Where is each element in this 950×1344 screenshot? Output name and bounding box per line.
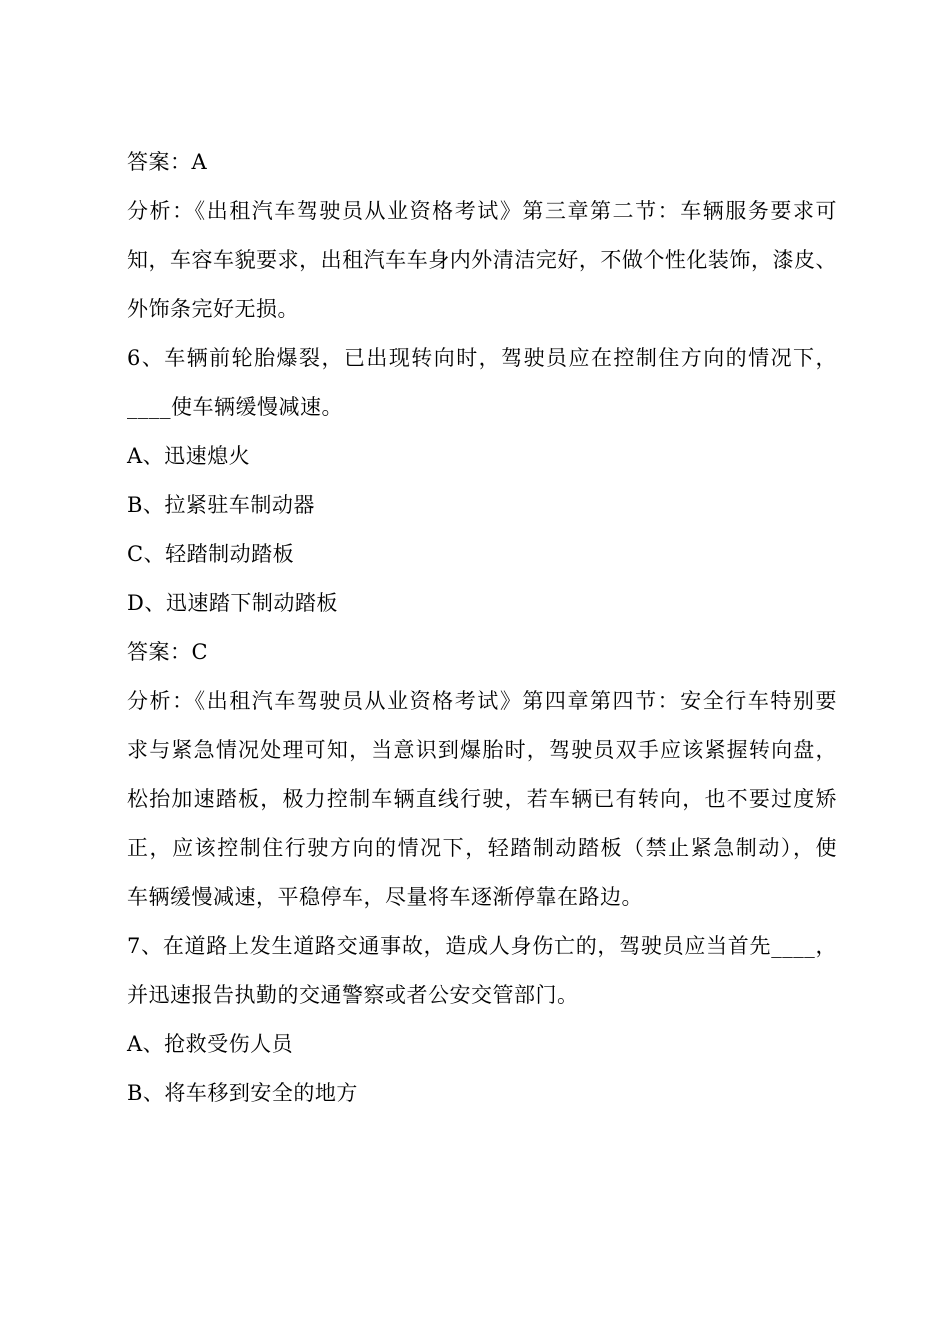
option-text: A、抢救受伤人员 bbox=[127, 1032, 294, 1056]
option-item bbox=[127, 542, 837, 566]
option-text: C、轻踏制动踏板 bbox=[127, 542, 295, 566]
analysis-text: 求与紧急情况处理可知，当意识到爆胎时，驾驶员双手应该紧握转向盘， bbox=[127, 738, 837, 762]
analysis-text: 松抬加速踏板，极力控制车辆直线行驶，若车辆已有转向，也不要过度矫 bbox=[127, 787, 837, 811]
document-page bbox=[127, 150, 837, 1105]
question-text: 7、在道路上发生道路交通事故，造成人身伤亡的，驾驶员应当首先____， bbox=[127, 934, 837, 958]
option-item bbox=[127, 444, 837, 468]
answer-text: 答案：A bbox=[127, 150, 208, 174]
option-text: B、将车移到安全的地方 bbox=[127, 1081, 358, 1105]
analysis-text: 分析：《出租汽车驾驶员从业资格考试》第四章第四节：安全行车特别要 bbox=[127, 689, 837, 713]
analysis-text: 正，应该控制住行驶方向的情况下，轻踏制动踏板（禁止紧急制动），使 bbox=[127, 836, 837, 860]
option-item bbox=[127, 1081, 837, 1105]
question-text: 6、车辆前轮胎爆裂，已出现转向时，驾驶员应在控制住方向的情况下， bbox=[127, 346, 837, 370]
analysis-block bbox=[127, 199, 837, 321]
analysis-text: 分析：《出租汽车驾驶员从业资格考试》第三章第二节：车辆服务要求可 bbox=[127, 199, 837, 223]
option-text: D、迅速踏下制动踏板 bbox=[127, 591, 338, 615]
analysis-block bbox=[127, 689, 837, 909]
question-text: ____使车辆缓慢减速。 bbox=[127, 395, 343, 419]
answer-block bbox=[127, 150, 837, 174]
option-text: B、拉紧驻车制动器 bbox=[127, 493, 315, 517]
question-text: 并迅速报告执勤的交通警察或者公安交管部门。 bbox=[127, 983, 579, 1007]
option-item bbox=[127, 1032, 837, 1056]
option-item bbox=[127, 493, 837, 517]
analysis-text: 知，车容车貌要求，出租汽车车身内外清洁完好，不做个性化装饰，漆皮、 bbox=[127, 248, 837, 272]
answer-text: 答案：C bbox=[127, 640, 209, 664]
analysis-text: 外饰条完好无损。 bbox=[127, 297, 299, 321]
analysis-text: 车辆缓慢减速，平稳停车，尽量将车逐渐停靠在路边。 bbox=[127, 885, 643, 909]
question-block bbox=[127, 346, 837, 419]
question-block bbox=[127, 934, 837, 1007]
answer-block bbox=[127, 640, 837, 664]
option-text: A、迅速熄火 bbox=[127, 444, 251, 468]
option-item bbox=[127, 591, 837, 615]
